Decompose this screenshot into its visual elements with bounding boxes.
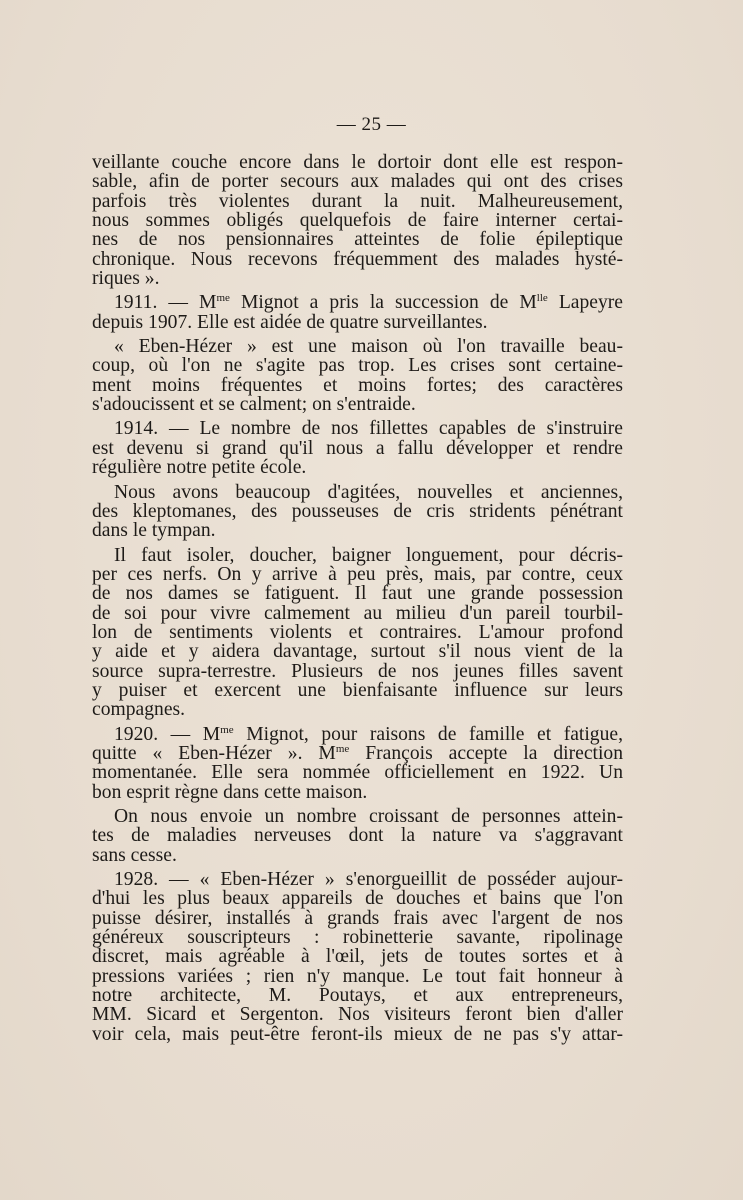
text-line: est devenu si grand qu'il nous a fallu développer et rendre — [92, 437, 623, 459]
paragraph — [92, 153, 623, 288]
text-line: On nous envoie un nombre croissant de personnes attein- — [114, 806, 623, 827]
text-line: « Eben-Hézer » est une maison où l'on travaille beau- — [114, 336, 623, 358]
text-line: nes de nos pensionnaires atteintes de folie épileptique — [92, 229, 623, 251]
text-line: 1914. — Le nombre de nos fillettes capables de s'instruire — [114, 418, 623, 440]
paragraph — [92, 807, 623, 865]
text-line: sable, afin de porter secours aux malades qui ont des crises — [92, 171, 623, 193]
text-line: sans cesse. — [92, 844, 177, 866]
paragraph — [92, 293, 623, 332]
text-line: chronique. Nous recevons fréquemment des malades hysté- — [92, 248, 623, 270]
paragraph — [92, 725, 623, 802]
text-line: depuis 1907. Elle est aidée de quatre surveillantes. — [92, 311, 488, 333]
text-line: y puiser et exercent une bienfaisante influence sur leurs — [92, 679, 623, 701]
text-line: de soi pour vivre calmement au milieu d'un pareil tourbil- — [92, 602, 623, 624]
superscript: lle — [536, 292, 548, 305]
paragraph — [92, 419, 623, 477]
text-line: de nos dames se fatiguent. Il faut une grande possession — [92, 583, 623, 605]
text-line: parfois très violentes durant la nuit. Malheureusement, — [92, 190, 623, 212]
text-line: 1928. — « Eben-Hézer » s'enorgueillit de posséder aujour- — [114, 869, 623, 891]
text-line: momentanée. Elle sera nommée officiellement en 1922. Un — [92, 762, 623, 784]
text-line: des kleptomanes, des pousseuses de cris stridents pénétrant — [92, 500, 623, 522]
superscript: me — [216, 292, 230, 305]
text-line: 1920. — $M^{me}$ Mignot, pour raisons de famille et fatigue, — [114, 723, 623, 745]
text-line: riques ». — [92, 268, 160, 290]
text-line: d'hui les plus beaux appareils de douches et bains que l'on — [92, 888, 623, 910]
superscript: me — [335, 742, 350, 755]
superscript: me — [220, 723, 234, 736]
paragraph — [92, 337, 623, 414]
text-line: régulière notre petite école. — [92, 457, 307, 479]
text-line: bon esprit règne dans cette maison. — [92, 781, 368, 803]
paragraph — [92, 546, 623, 720]
text-line: ment moins fréquentes et moins fortes; des caractères — [92, 374, 623, 396]
text-line: per ces nerfs. On y arrive à peu près, mais, par contre, ceux — [92, 563, 623, 585]
text-line: Il faut isoler, doucher, baigner longuement, pour décris- — [114, 544, 623, 566]
text-line: coup, où l'on ne s'agite pas trop. Les crises sont certaine- — [92, 355, 623, 377]
text-line: source supra-terrestre. Plusieurs de nos jeunes filles savent — [92, 660, 623, 682]
text-line: dans le tympan. — [92, 520, 216, 542]
text-line: quitte « Eben-Hézer ». $M^{me}$ François accepte la direction — [92, 742, 623, 764]
text-line: nous sommes obligés quelquefois de faire interner certai- — [92, 210, 623, 232]
text-line: MM. Sicard et Sergenton. Nos visiteurs feront bien d'aller — [92, 1004, 623, 1026]
text-line: lon de sentiments violents et contraires. L'amour profond — [92, 621, 623, 643]
text-line: tes de maladies nerveuses dont la nature va s'aggravant — [92, 825, 623, 847]
text-line: voir cela, mais peut-être feront-ils mieux de ne pas s'y attar- — [92, 1023, 623, 1045]
body-text — [92, 153, 623, 1044]
text-line: pressions variées ; rien n'y manque. Le tout fait honneur à — [92, 965, 623, 987]
text-line: généreux souscripteurs : robinetterie savante, ripolinage — [92, 927, 623, 949]
text-line: notre architecte, M. Poutays, et aux entrepreneurs, — [92, 985, 623, 1007]
page-number: — 25 — — [336, 114, 407, 135]
text-line: 1911. — $M^{me}$ Mignot a pris la succession de $M^{lle}$ Lapeyre — [114, 292, 624, 314]
paragraph — [92, 483, 623, 541]
paragraph — [92, 870, 623, 1044]
text-line: Nous avons beaucoup d'agitées, nouvelles et anciennes, — [114, 481, 623, 503]
text-line: compagnes. — [92, 699, 186, 721]
text-line: discret, mais agréable à l'œil, jets de toutes sortes et à — [92, 946, 623, 968]
text-line: puisse désirer, installés à grands frais avec l'argent de nos — [92, 907, 623, 929]
text-line: y aide et y aidera davantage, surtout s'il nous vient de la — [92, 641, 623, 663]
text-line: veillante couche encore dans le dortoir dont elle est respon- — [92, 152, 623, 173]
text-line: s'adoucissent et se calment; on s'entraide. — [92, 394, 416, 416]
